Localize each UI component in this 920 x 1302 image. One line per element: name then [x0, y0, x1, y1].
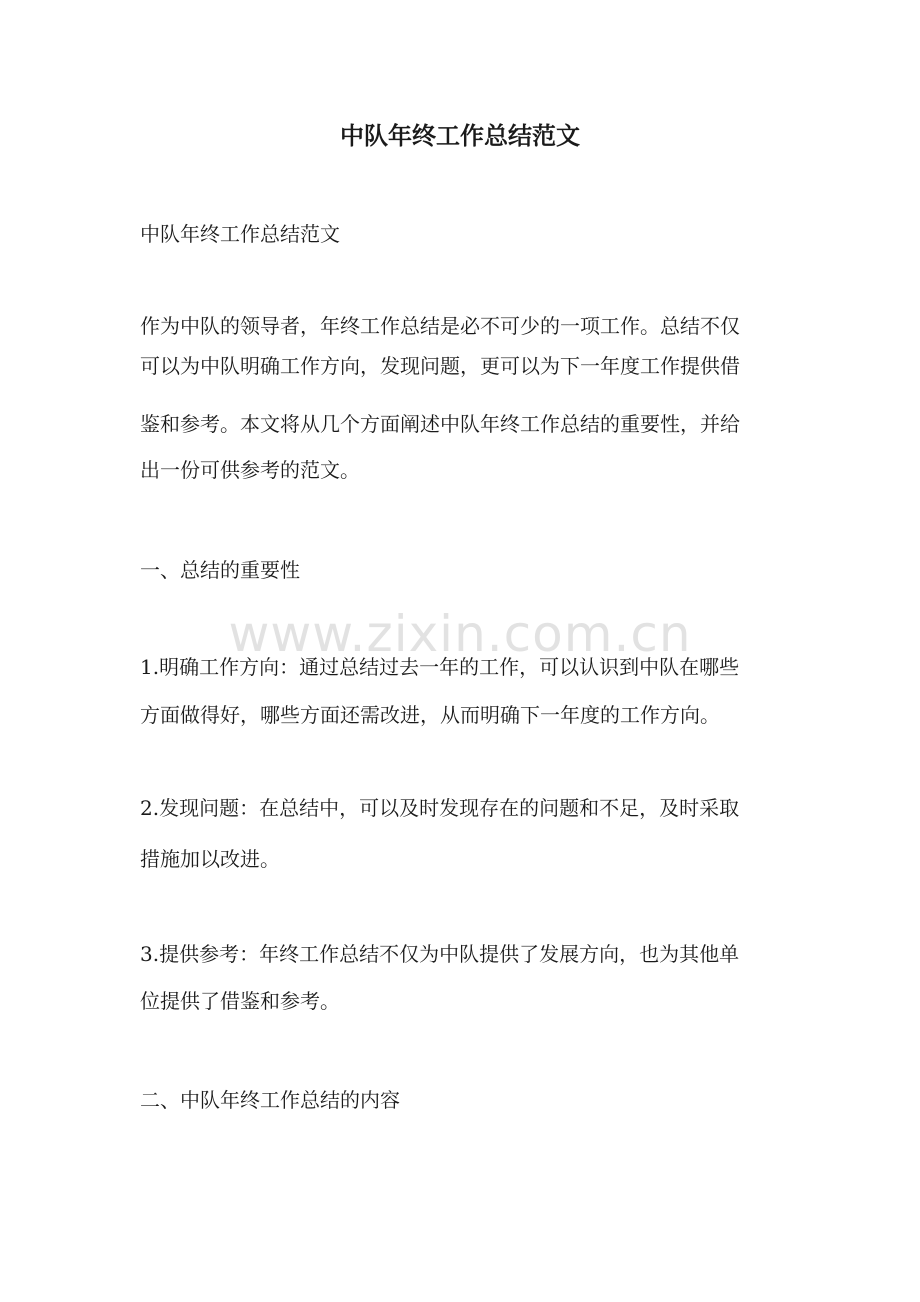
site-watermark: www.zixin.com.cn: [228, 605, 692, 663]
document-title: 中队年终工作总结范文: [340, 121, 580, 150]
document-subtitle: 中队年终工作总结范文: [140, 222, 340, 246]
point-3-line: 3.提供参考：年终工作总结不仅为中队提供了发展方向，也为其他单: [140, 942, 740, 966]
intro-line: 鉴和参考。本文将从几个方面阐述中队年终工作总结的重要性，并给: [140, 412, 740, 436]
intro-line: 出一份可供参考的范文。: [140, 458, 360, 482]
section-2-heading: 二、中队年终工作总结的内容: [140, 1088, 400, 1112]
point-2-line: 措施加以改进。: [140, 847, 280, 871]
intro-line: 作为中队的领导者，年终工作总结是必不可少的一项工作。总结不仅: [140, 314, 740, 338]
point-2-line: 2.发现问题：在总结中，可以及时发现存在的问题和不足，及时采取: [140, 796, 740, 820]
section-1-heading: 一、总结的重要性: [140, 558, 300, 582]
point-1-line: 1.明确工作方向：通过总结过去一年的工作，可以认识到中队在哪些: [140, 655, 740, 679]
point-3-line: 位提供了借鉴和参考。: [140, 989, 340, 1013]
point-1-line: 方面做得好，哪些方面还需改进，从而明确下一年度的工作方向。: [140, 703, 720, 727]
intro-line: 可以为中队明确工作方向，发现问题，更可以为下一年度工作提供借: [140, 354, 740, 378]
